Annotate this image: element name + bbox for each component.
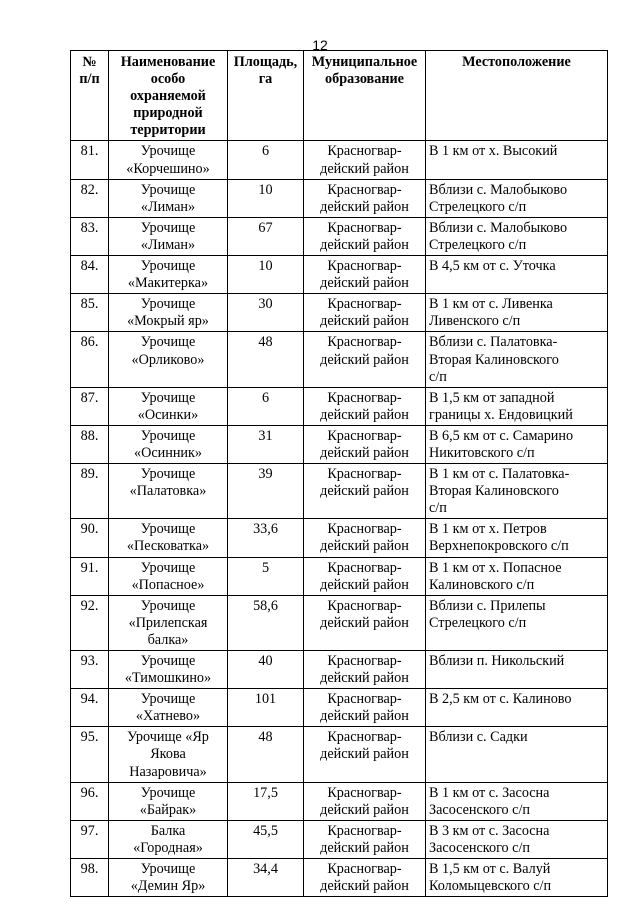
cell-num: 83. [71,217,109,255]
cell-name: Урочище «Прилепская балка» [109,595,228,650]
cell-municipality: Красногвар- дейский район [304,820,426,858]
cell-area: 6 [228,141,304,179]
table-row [71,595,608,650]
cell-municipality: Красногвар- дейский район [304,387,426,425]
cell-num: 90. [71,519,109,557]
cell-area: 39 [228,464,304,519]
cell-location: Вблизи с. Садки [426,727,608,782]
cell-location: В 1,5 км от западной границы х. Ендовицкий [426,387,608,425]
cell-num: 96. [71,782,109,820]
header-area: Площадь, га [228,51,304,141]
table-row [71,387,608,425]
cell-name: Урочище «Яр Якова Назаровича» [109,727,228,782]
cell-location: В 1 км от х. Петров Верхнепокровского с/п [426,519,608,557]
cell-num: 89. [71,464,109,519]
table-row [71,464,608,519]
cell-name: Урочище «Палатовка» [109,464,228,519]
cell-num: 93. [71,651,109,689]
table-row [71,179,608,217]
cell-num: 81. [71,141,109,179]
cell-area: 10 [228,256,304,294]
table-row [71,256,608,294]
page-number: 12 [312,37,328,53]
cell-name: Урочище «Орликово» [109,332,228,387]
table-row [71,782,608,820]
cell-location: Вблизи с. Малобыково Стрелецкого с/п [426,179,608,217]
cell-municipality: Красногвар- дейский район [304,727,426,782]
cell-num: 91. [71,557,109,595]
cell-area: 101 [228,689,304,727]
cell-num: 94. [71,689,109,727]
table-row [71,217,608,255]
cell-num: 97. [71,820,109,858]
table-row [71,141,608,179]
cell-municipality: Красногвар- дейский район [304,595,426,650]
cell-location: В 1 км от х. Высокий [426,141,608,179]
cell-num: 85. [71,294,109,332]
cell-name: Урочище «Попасное» [109,557,228,595]
cell-name: Урочище «Байрак» [109,782,228,820]
table-row [71,689,608,727]
cell-num: 82. [71,179,109,217]
cell-area: 34,4 [228,859,304,897]
table-row [71,425,608,463]
cell-municipality: Красногвар- дейский район [304,256,426,294]
cell-location: В 6,5 км от с. Самарино Никитовского с/п [426,425,608,463]
cell-area: 58,6 [228,595,304,650]
cell-name: Балка «Городная» [109,820,228,858]
cell-location: Вблизи с. Малобыково Стрелецкого с/п [426,217,608,255]
table-row [71,557,608,595]
cell-area: 10 [228,179,304,217]
table-row [71,519,608,557]
table-row [71,651,608,689]
table-row [71,727,608,782]
cell-location: Вблизи п. Никольский [426,651,608,689]
cell-municipality: Красногвар- дейский район [304,519,426,557]
cell-location: Вблизи с. Прилепы Стрелецкого с/п [426,595,608,650]
cell-area: 40 [228,651,304,689]
cell-municipality: Красногвар- дейский район [304,425,426,463]
cell-location: Вблизи с. Палатовка- Вторая Калиновского с/п [426,332,608,387]
cell-municipality: Красногвар- дейский район [304,294,426,332]
cell-name: Урочище «Хатнево» [109,689,228,727]
cell-location: В 2,5 км от с. Калиново [426,689,608,727]
cell-name: Урочище «Корчешино» [109,141,228,179]
cell-municipality: Красногвар- дейский район [304,651,426,689]
cell-municipality: Красногвар- дейский район [304,464,426,519]
header-name: Наименование особо охраняемой природной территории [109,51,228,141]
cell-location: В 1,5 км от с. Валуй Коломыцевского с/п [426,859,608,897]
header-num: № п/п [71,51,109,141]
header-municipality: Муниципальное образование [304,51,426,141]
cell-location: В 3 км от с. Засосна Засосенского с/п [426,820,608,858]
cell-area: 30 [228,294,304,332]
cell-area: 48 [228,332,304,387]
cell-location: В 1 км от с. Засосна Засосенского с/п [426,782,608,820]
cell-name: Урочище «Песковатка» [109,519,228,557]
cell-name: Урочище «Макитерка» [109,256,228,294]
cell-municipality: Красногвар- дейский район [304,689,426,727]
table-row [71,859,608,897]
cell-location: В 1 км от с. Ливенка Ливенского с/п [426,294,608,332]
cell-num: 87. [71,387,109,425]
cell-area: 31 [228,425,304,463]
cell-num: 98. [71,859,109,897]
cell-municipality: Красногвар- дейский район [304,782,426,820]
cell-num: 88. [71,425,109,463]
cell-location: В 1 км от с. Палатовка- Вторая Калиновского с/п [426,464,608,519]
table-row [71,294,608,332]
cell-area: 6 [228,387,304,425]
header-location: Местоположение [426,51,608,141]
cell-area: 5 [228,557,304,595]
cell-name: Урочище «Лиман» [109,179,228,217]
cell-municipality: Красногвар- дейский район [304,141,426,179]
cell-area: 33,6 [228,519,304,557]
cell-num: 84. [71,256,109,294]
table-row [71,820,608,858]
cell-name: Урочище «Демин Яр» [109,859,228,897]
cell-name: Урочище «Осинки» [109,387,228,425]
cell-name: Урочище «Тимошкино» [109,651,228,689]
cell-municipality: Красногвар- дейский район [304,217,426,255]
cell-municipality: Красногвар- дейский район [304,859,426,897]
protected-areas-table [70,50,608,897]
cell-name: Урочище «Мокрый яр» [109,294,228,332]
table-body [71,141,608,897]
cell-name: Урочище «Лиман» [109,217,228,255]
cell-location: В 4,5 км от с. Уточка [426,256,608,294]
cell-name: Урочище «Осинник» [109,425,228,463]
cell-num: 92. [71,595,109,650]
cell-location: В 1 км от х. Попасное Калиновского с/п [426,557,608,595]
cell-area: 17,5 [228,782,304,820]
cell-area: 45,5 [228,820,304,858]
cell-municipality: Красногвар- дейский район [304,332,426,387]
cell-area: 67 [228,217,304,255]
cell-municipality: Красногвар- дейский район [304,557,426,595]
table-header-row [71,51,608,141]
table-row [71,332,608,387]
cell-municipality: Красногвар- дейский район [304,179,426,217]
cell-area: 48 [228,727,304,782]
cell-num: 86. [71,332,109,387]
cell-num: 95. [71,727,109,782]
